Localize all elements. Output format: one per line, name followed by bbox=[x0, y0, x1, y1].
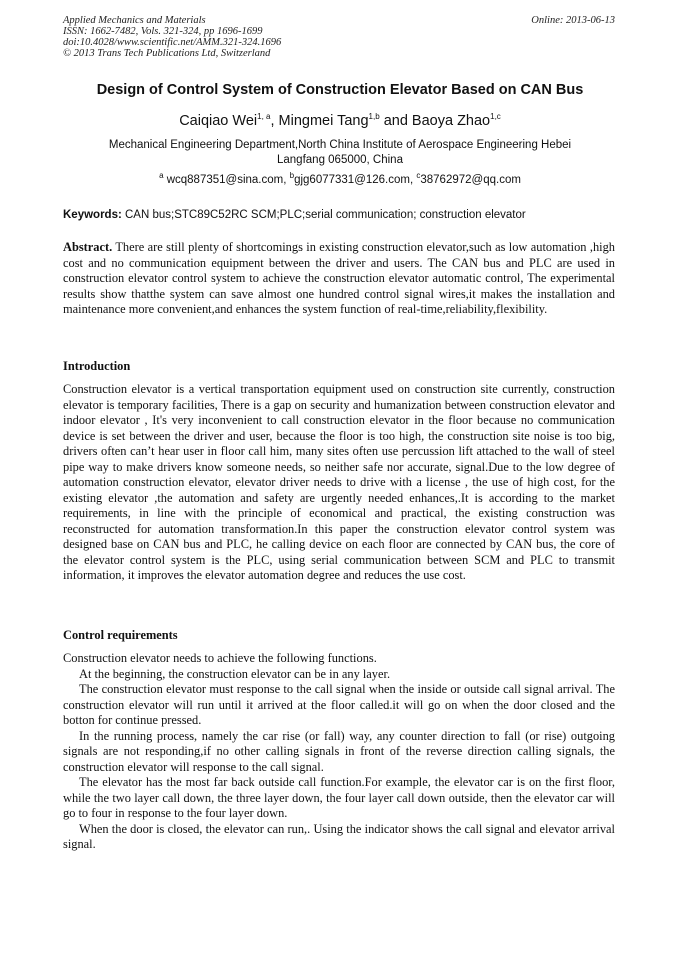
issn-line: ISSN: 1662-7482, Vols. 321-324, pp 1696-1699 bbox=[63, 26, 263, 37]
abstract-label: Abstract. bbox=[63, 240, 113, 254]
control-requirements-text bbox=[63, 651, 615, 853]
author-separator: , bbox=[270, 113, 279, 129]
author-separator: and bbox=[379, 113, 412, 129]
author-name: Mingmei Tang bbox=[278, 113, 369, 129]
paper-title: Design of Control System of Construction Elevator Based on CAN Bus bbox=[96, 82, 584, 98]
email-sup: a bbox=[159, 171, 164, 181]
author-sup: 1, a bbox=[257, 112, 271, 122]
paragraph: When the door is closed, the elevator can run,. Using the indicator shows the call signal and elevator arrival signal. bbox=[63, 821, 615, 851]
journal-name: Applied Mechanics and Materials bbox=[63, 15, 206, 26]
doi-line: doi:10.4028/www.scientific.net/AMM.321-324.1696 bbox=[63, 37, 282, 48]
author-sup: 1,b bbox=[368, 112, 380, 122]
email-address[interactable]: 38762972@qq.com bbox=[420, 174, 521, 186]
copyright-line: © 2013 Trans Tech Publications Ltd, Switzerland bbox=[63, 48, 271, 59]
abstract bbox=[63, 240, 615, 318]
paragraph: At the beginning, the construction elevator can be in any layer. bbox=[79, 666, 391, 681]
section-heading-control-requirements: Control requirements bbox=[63, 628, 178, 642]
section-heading-introduction: Introduction bbox=[63, 359, 131, 373]
author-name: Baoya Zhao bbox=[411, 113, 491, 129]
introduction-text: Construction elevator is a vertical transportation equipment used on construction site currently, construction elevator is temporary facilities, There is a gap on security and humanization between construction elevator and indoor elevator , It's very inconvenient to call construction elevator in the floor because no communication device is set between the driver and user, because the floor is too high, the construction site noise is too big, drivers often can’t hear user in floor call him, many sites often use percussion lift attached to the wall of steel pipe way to make drivers know someone needs, so neither safe nor accurate, signal.Due to the low degree of automation construction elevator, elevator driver needs to drive with a license , the use of high cost, for the existing elevator ,the automation and safety are urgently needed enhances,.It is according to the market requirements, in line with the principle of economical and practical, the existing construction was reconstructed for automation transformation.In this paper the construction elevator control system was designed base on CAN bus and PLC, he calling device on each floor are connected by CAN bus, the core of the elevator control system is the PLC, using serial communication between SCM and PLC to transmit information, it improves the elevator automation degree and reduces the use cost. bbox=[63, 382, 615, 582]
email-sup: b bbox=[289, 171, 295, 181]
keywords-text: CAN bus;STC89C52RC SCM;PLC;serial communication; construction elevator bbox=[121, 209, 526, 221]
paragraph: In the running process, namely the car rise (or fall) way, any counter direction to fall (or rise) outgoing signals are not responding,if no other calling signals in front of the reverse direction calling signals, the construction elevator will response to the call signal. bbox=[63, 728, 615, 774]
abstract-text: There are still plenty of shortcomings in existing construction elevator,such as low automation ,high cost and no communication equipment between the driver and users. The CAN bus and PLC are used in construction elevator control system to achieve the construction elevator automatic control, The experimental results show thatthe system can save almost one hundred control signal wires,it makes the installation and maintenance more convenient,and enhances the system function of real-time,reliability,flexibility. bbox=[63, 240, 615, 316]
keywords bbox=[63, 209, 615, 221]
affiliation-line: Mechanical Engineering Department,North China Institute of Aerospace Engineering Hebei bbox=[108, 139, 572, 151]
paragraph: Construction elevator needs to achieve the following functions. bbox=[63, 651, 377, 665]
affiliation bbox=[70, 138, 610, 168]
email-sup: c bbox=[416, 171, 421, 181]
email-address[interactable]: gjg6077331@126.com, bbox=[294, 174, 417, 186]
email-list bbox=[40, 171, 640, 186]
author-list bbox=[40, 113, 640, 129]
keywords-label: Keywords: bbox=[63, 209, 122, 221]
paragraph: The elevator has the most far back outside call function.For example, the elevator car is on the first floor, while the two layer call down, the three layer down, the four layer call down outside, then the elevator car will go to four in response to the four layer down. bbox=[63, 775, 615, 820]
author-name: Caiqiao Wei bbox=[179, 113, 258, 129]
online-date: Online: 2013-06-13 bbox=[531, 15, 615, 26]
journal-header bbox=[63, 15, 615, 59]
email-address[interactable]: wcq887351@sina.com, bbox=[163, 174, 290, 186]
author-sup: 1,c bbox=[490, 112, 501, 122]
affiliation-line: Langfang 065000, China bbox=[277, 154, 403, 166]
paragraph: The construction elevator must response to the call signal when the inside or outside call signal arrival. The construction elevator will run until it arrived at the floor called.it will go on when the door closed and the botton for continue pressed. bbox=[63, 682, 615, 727]
